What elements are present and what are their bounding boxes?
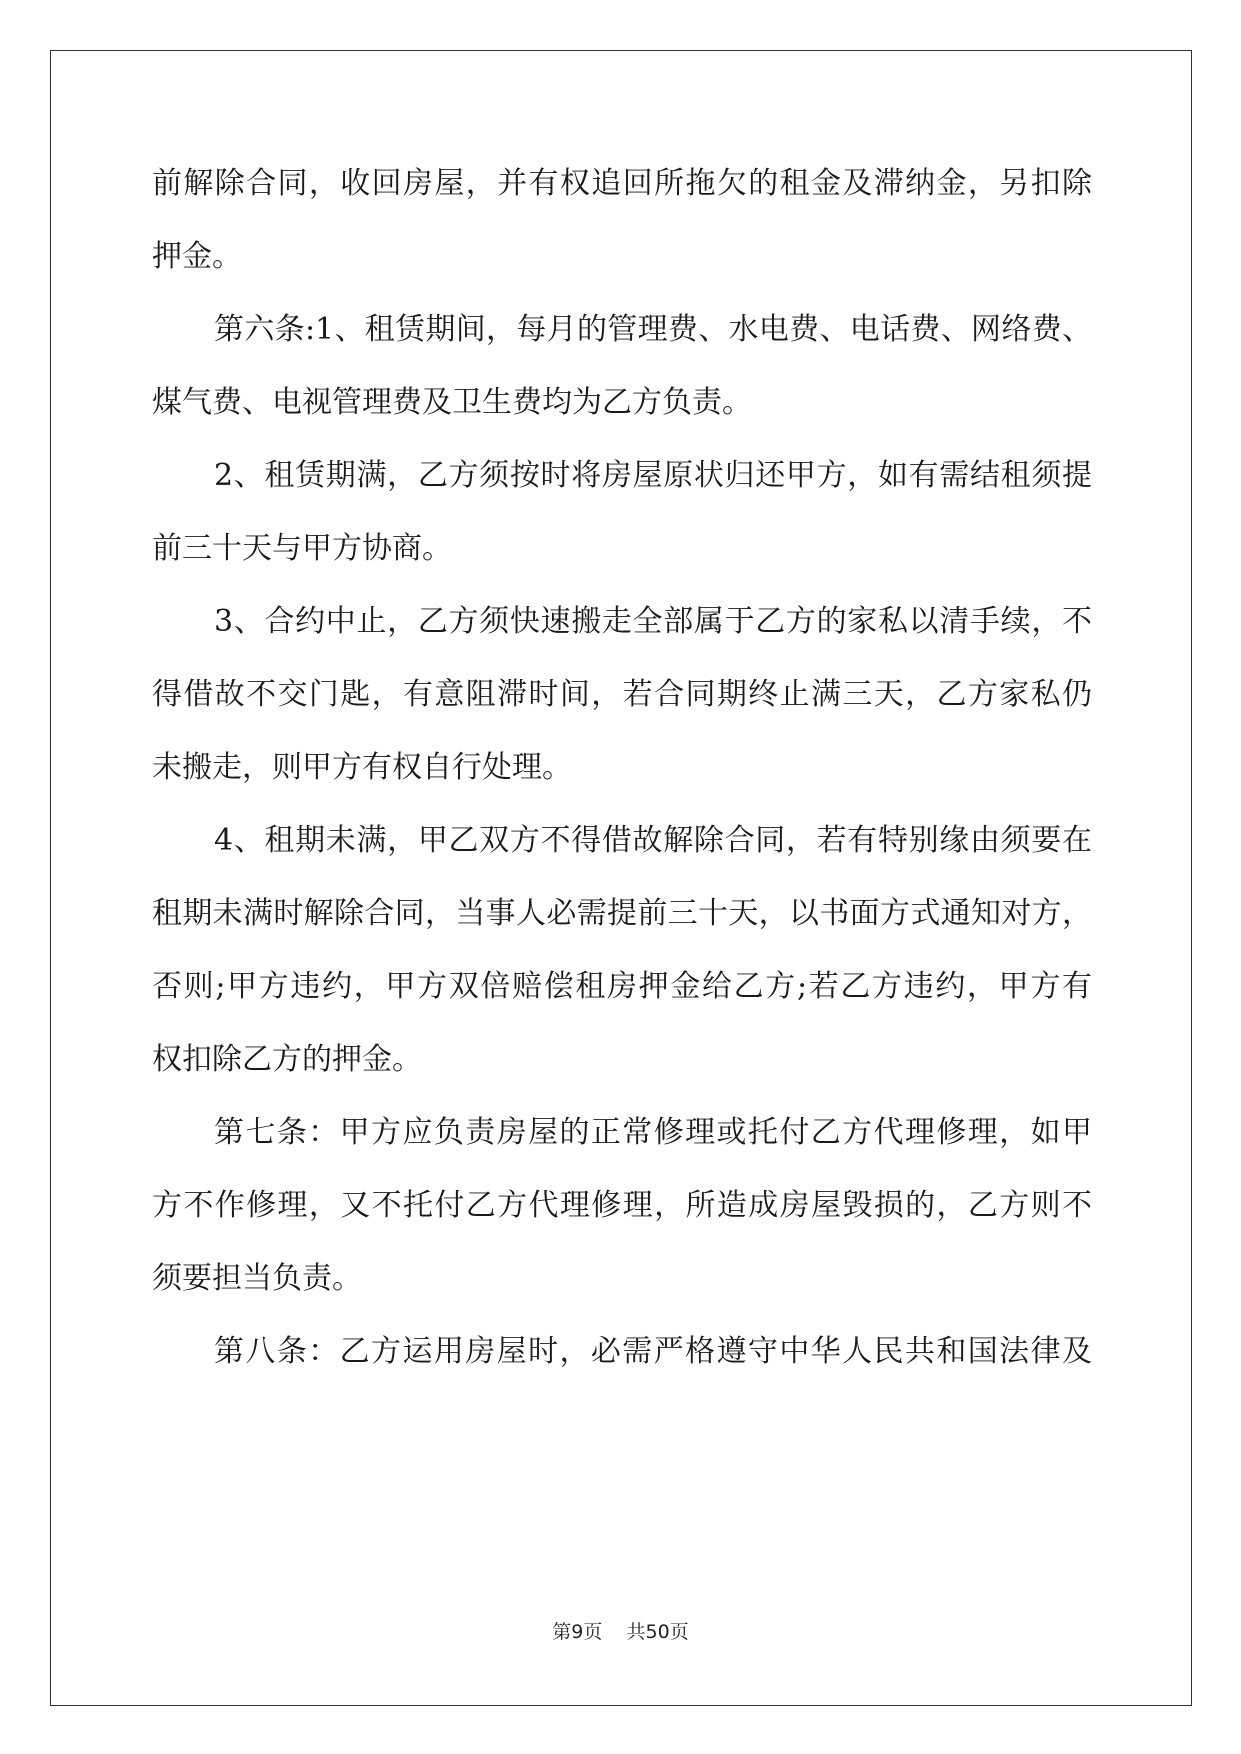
text-line: 前三十天与甲方协商。 [152, 531, 452, 566]
page-total: 共50页 [626, 1621, 689, 1643]
text-line: 未搬走，则甲方有权自行处理。 [152, 750, 572, 785]
text-line: 第六条:1、租赁期间，每月的管理费、水电费、电话费、网络费、 [214, 312, 1092, 347]
text-line: 否则;甲方违约，甲方双倍赔偿租房押金给乙方;若乙方违约，甲方有 [152, 969, 1092, 1004]
page-footer [0, 1620, 1241, 1644]
text-line: 第八条：乙方运用房屋时，必需严格遵守中华人民共和国法律及 [214, 1334, 1092, 1369]
text-line: 煤气费、电视管理费及卫生费均为乙方负责。 [152, 385, 752, 420]
page-border [50, 50, 1192, 1706]
page-number: 第9页 [552, 1621, 603, 1643]
text-line: 租期未满时解除合同，当事人必需提前三十天，以书面方式通知对方， [152, 896, 1092, 931]
text-line: 押金。 [152, 239, 242, 274]
text-line: 权扣除乙方的押金。 [152, 1042, 422, 1077]
text-line: 2、租赁期满，乙方须按时将房屋原状归还甲方，如有需结租须提 [214, 458, 1092, 493]
text-line: 4、租期未满，甲乙双方不得借故解除合同，若有特别缘由须要在 [214, 823, 1092, 858]
text-line: 3、合约中止，乙方须快速搬走全部属于乙方的家私以清手续，不 [214, 604, 1092, 639]
text-line: 得借故不交门匙，有意阻滞时间，若合同期终止满三天，乙方家私仍 [152, 677, 1092, 712]
text-line: 须要担当负责。 [152, 1261, 362, 1296]
text-line: 第七条：甲方应负责房屋的正常修理或托付乙方代理修理，如甲 [214, 1115, 1092, 1150]
text-line: 方不作修理，又不托付乙方代理修理，所造成房屋毁损的，乙方则不 [152, 1188, 1092, 1223]
text-line: 前解除合同，收回房屋，并有权追回所拖欠的租金及滞纳金，另扣除 [152, 166, 1092, 201]
